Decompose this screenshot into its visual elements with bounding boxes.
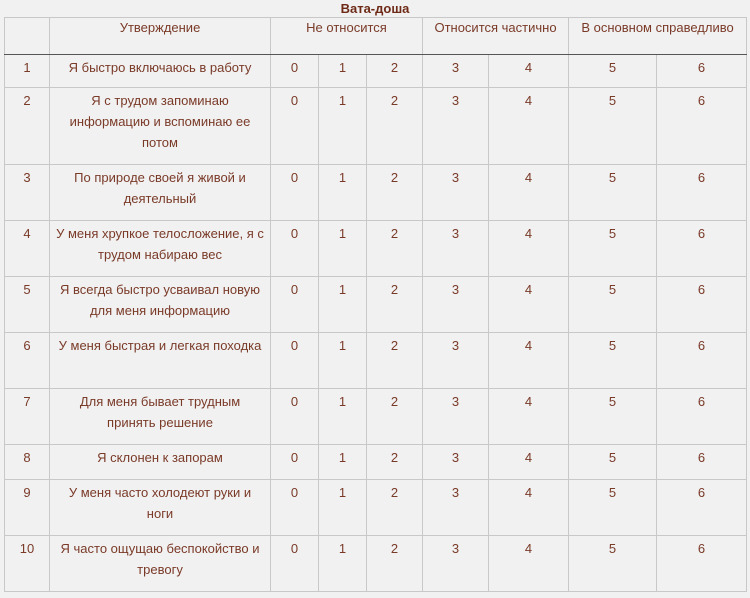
table-row xyxy=(5,55,747,88)
score-option-2[interactable]: 2 xyxy=(367,480,423,536)
score-option-0[interactable]: 0 xyxy=(271,536,319,592)
score-option-6[interactable]: 6 xyxy=(657,221,747,277)
score-option-4[interactable]: 4 xyxy=(489,88,569,165)
header-statement: Утверждение xyxy=(50,18,271,55)
score-option-2[interactable]: 2 xyxy=(367,389,423,445)
score-option-1[interactable]: 1 xyxy=(319,536,367,592)
score-option-6[interactable]: 6 xyxy=(657,165,747,221)
score-option-5[interactable]: 5 xyxy=(569,333,657,389)
score-option-1[interactable]: 1 xyxy=(319,445,367,480)
statement-text: Я всегда быстро усваивал новую для меня информацию xyxy=(50,277,271,333)
score-option-6[interactable]: 6 xyxy=(657,277,747,333)
score-option-4[interactable]: 4 xyxy=(489,333,569,389)
table-row xyxy=(5,221,747,277)
table-row xyxy=(5,480,747,536)
row-number: 1 xyxy=(5,55,50,88)
score-option-5[interactable]: 5 xyxy=(569,480,657,536)
score-option-3[interactable]: 3 xyxy=(423,445,489,480)
header-mostly-true: В основном справедливо xyxy=(569,18,747,55)
score-option-3[interactable]: 3 xyxy=(423,277,489,333)
score-option-5[interactable]: 5 xyxy=(569,277,657,333)
table-header-row xyxy=(5,18,747,55)
score-option-2[interactable]: 2 xyxy=(367,277,423,333)
score-option-1[interactable]: 1 xyxy=(319,333,367,389)
score-option-1[interactable]: 1 xyxy=(319,165,367,221)
row-number: 5 xyxy=(5,277,50,333)
score-option-2[interactable]: 2 xyxy=(367,445,423,480)
score-option-3[interactable]: 3 xyxy=(423,88,489,165)
score-option-5[interactable]: 5 xyxy=(569,221,657,277)
score-option-4[interactable]: 4 xyxy=(489,445,569,480)
score-option-6[interactable]: 6 xyxy=(657,333,747,389)
row-number: 4 xyxy=(5,221,50,277)
score-option-1[interactable]: 1 xyxy=(319,55,367,88)
score-option-0[interactable]: 0 xyxy=(271,389,319,445)
score-option-3[interactable]: 3 xyxy=(423,480,489,536)
table-row xyxy=(5,536,747,592)
score-option-6[interactable]: 6 xyxy=(657,88,747,165)
statement-text: Я склонен к запорам xyxy=(50,445,271,480)
row-number: 9 xyxy=(5,480,50,536)
score-option-0[interactable]: 0 xyxy=(271,445,319,480)
score-option-3[interactable]: 3 xyxy=(423,55,489,88)
score-option-2[interactable]: 2 xyxy=(367,55,423,88)
score-option-1[interactable]: 1 xyxy=(319,389,367,445)
score-option-6[interactable]: 6 xyxy=(657,55,747,88)
score-option-6[interactable]: 6 xyxy=(657,389,747,445)
score-option-0[interactable]: 0 xyxy=(271,277,319,333)
score-option-6[interactable]: 6 xyxy=(657,480,747,536)
table-body xyxy=(5,55,747,592)
table-row xyxy=(5,165,747,221)
statement-text: Я быстро включаюсь в работу xyxy=(50,55,271,88)
score-option-3[interactable]: 3 xyxy=(423,389,489,445)
score-option-6[interactable]: 6 xyxy=(657,445,747,480)
row-number: 2 xyxy=(5,88,50,165)
table-row xyxy=(5,445,747,480)
statement-text: У меня часто холодеют руки и ноги xyxy=(50,480,271,536)
statement-text: У меня быстрая и легкая походка xyxy=(50,333,271,389)
score-option-2[interactable]: 2 xyxy=(367,536,423,592)
row-number: 8 xyxy=(5,445,50,480)
score-option-4[interactable]: 4 xyxy=(489,165,569,221)
score-option-5[interactable]: 5 xyxy=(569,445,657,480)
score-option-0[interactable]: 0 xyxy=(271,333,319,389)
score-option-4[interactable]: 4 xyxy=(489,55,569,88)
row-number: 7 xyxy=(5,389,50,445)
statement-text: У меня хрупкое телосложение, я с трудом набираю вес xyxy=(50,221,271,277)
score-option-4[interactable]: 4 xyxy=(489,221,569,277)
score-option-0[interactable]: 0 xyxy=(271,55,319,88)
score-option-2[interactable]: 2 xyxy=(367,88,423,165)
table-row xyxy=(5,389,747,445)
score-option-2[interactable]: 2 xyxy=(367,221,423,277)
statement-text: По природе своей я живой и деятельный xyxy=(50,165,271,221)
score-option-1[interactable]: 1 xyxy=(319,480,367,536)
score-option-5[interactable]: 5 xyxy=(569,165,657,221)
statement-text: Я с трудом запоминаю информацию и вспоминаю ее потом xyxy=(50,88,271,165)
header-number xyxy=(5,18,50,55)
score-option-5[interactable]: 5 xyxy=(569,88,657,165)
score-option-2[interactable]: 2 xyxy=(367,165,423,221)
score-option-4[interactable]: 4 xyxy=(489,389,569,445)
header-not-applicable: Не относится xyxy=(271,18,423,55)
statement-text: Для меня бывает трудным принять решение xyxy=(50,389,271,445)
score-option-1[interactable]: 1 xyxy=(319,221,367,277)
score-option-3[interactable]: 3 xyxy=(423,536,489,592)
score-option-4[interactable]: 4 xyxy=(489,536,569,592)
score-option-1[interactable]: 1 xyxy=(319,277,367,333)
score-option-5[interactable]: 5 xyxy=(569,389,657,445)
score-option-2[interactable]: 2 xyxy=(367,333,423,389)
table-row xyxy=(5,333,747,389)
row-number: 3 xyxy=(5,165,50,221)
score-option-4[interactable]: 4 xyxy=(489,480,569,536)
score-option-0[interactable]: 0 xyxy=(271,221,319,277)
score-option-3[interactable]: 3 xyxy=(423,165,489,221)
vata-dosha-table xyxy=(4,17,747,592)
score-option-0[interactable]: 0 xyxy=(271,165,319,221)
score-option-3[interactable]: 3 xyxy=(423,221,489,277)
score-option-1[interactable]: 1 xyxy=(319,88,367,165)
score-option-5[interactable]: 5 xyxy=(569,55,657,88)
header-partially: Относится частично xyxy=(423,18,569,55)
table-row xyxy=(5,88,747,165)
row-number: 6 xyxy=(5,333,50,389)
score-option-5[interactable]: 5 xyxy=(569,536,657,592)
score-option-0[interactable]: 0 xyxy=(271,480,319,536)
score-option-0[interactable]: 0 xyxy=(271,88,319,165)
page-title: Вата-доша xyxy=(340,1,410,16)
score-option-6[interactable]: 6 xyxy=(657,536,747,592)
score-option-4[interactable]: 4 xyxy=(489,277,569,333)
score-option-3[interactable]: 3 xyxy=(423,333,489,389)
table-row xyxy=(5,277,747,333)
row-number: 10 xyxy=(5,536,50,592)
statement-text: Я часто ощущаю беспокойство и тревогу xyxy=(50,536,271,592)
